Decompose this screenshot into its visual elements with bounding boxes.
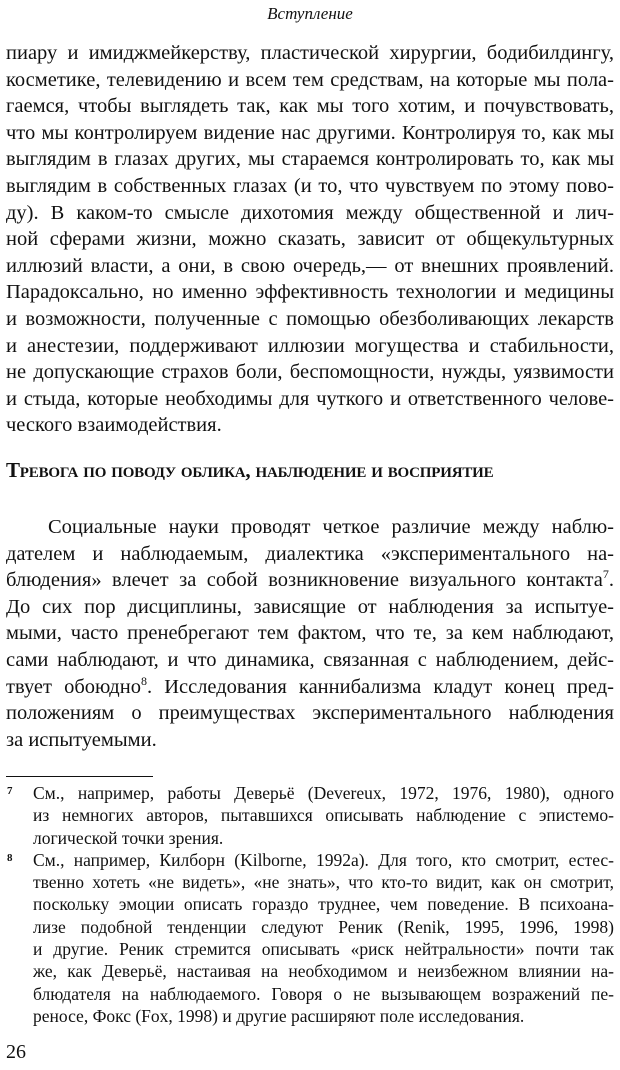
footnote-7	[6, 782, 614, 849]
text-line: и возможности, полученные с помощью обезболивающих лекарств	[6, 307, 614, 330]
footnote-line: См., например, Килборн (Kilborne, 1992a). Для того, кто смотрит, естес-	[33, 849, 614, 870]
footnote-line: лизе подобной тенденции следуют Реник (Renik, 1995, 1996, 1998)	[33, 916, 614, 937]
text-segment: .	[608, 569, 614, 592]
text-line: выглядим в глазах других, мы стараемся контролировать то, как мы	[6, 148, 614, 171]
text-line: ческого взаимодействия.	[6, 414, 222, 437]
section-heading: Тревога по поводу облика, наблюдение и восприятие	[6, 458, 494, 482]
text-line: не допускающие страхов боли, беспомощности, нужды, уязвимости	[6, 361, 614, 384]
text-line: сами наблюдают, и что динамика, связанная с наблюдением, дейс-	[6, 648, 614, 671]
text-line: положениям о преимуществах экспериментального наблюдения	[6, 702, 614, 725]
footnote-ref-7[interactable]: 7	[602, 567, 609, 582]
footnote-line: реносе, Фокс (Fox, 1998) и другие расширяют поле исследования.	[33, 1005, 525, 1026]
text-line: иллюзий власти, а они, в свою очередь,— от внешних проявлений.	[6, 254, 614, 277]
text-line: Социальные науки проводят четкое различие между наблю-	[48, 516, 614, 538]
text-line: косметике, телевидению и всем тем средствам, на которые мы пола-	[6, 68, 614, 91]
page-number: 26	[6, 1041, 26, 1063]
text-line-with-footnote-ref	[6, 674, 614, 701]
text-line: ной сферами жизни, можно сказать, зависит от общекультурных	[6, 228, 614, 251]
paragraph-1	[6, 40, 614, 439]
text-line: за испытуемыми.	[6, 728, 157, 751]
footnote-number: 8	[7, 851, 13, 864]
footnote-8	[6, 849, 614, 1027]
footnote-line: и другие. Реник стремится описывать «риск нейтральности» почти так	[33, 939, 614, 960]
footnote-line: же, как Деверьё, настаивая на необходимом и неизбежном влиянии на-	[33, 961, 614, 982]
text-line: ду). В каком-то смысле дихотомия между общественной и лич-	[6, 201, 614, 224]
text-line: и стыда, которые необходимы для чуткого и ответственного челове-	[6, 387, 614, 410]
footnote-number: 7	[7, 785, 13, 797]
text-line: мыми, часто пренебрегают тем фактом, что те, за кем наблюдают,	[6, 622, 614, 645]
paragraph-2	[6, 514, 614, 753]
footnotes	[6, 782, 614, 1027]
text-segment: твует обоюдно	[6, 675, 141, 698]
text-segment: . Исследования каннибализма кладут конец пред-	[146, 675, 614, 698]
footnote-divider	[6, 776, 153, 777]
text-segment: блюдения» влечет за собой возникновение визуального контакта	[6, 569, 603, 592]
text-line: что мы контролируем видение нас другими. Контролируя то, как мы	[6, 121, 614, 144]
footnote-line: логической точки зрения.	[33, 827, 224, 848]
running-head: Вступление	[267, 4, 353, 23]
footnote-line: См., например, работы Деверьё (Devereux, 1972, 1976, 1980), одного	[33, 783, 614, 803]
text-line-with-footnote-ref	[6, 567, 614, 594]
text-line: и анестезии, поддерживают иллюзии могущества и стабильности,	[6, 334, 614, 357]
footnote-line: из немногих авторов, пытавшихся описывать наблюдение с эпистемо-	[33, 805, 614, 826]
text-line: выглядим в собственных глазах (и то, что чувствуем по этому пово-	[6, 174, 614, 197]
text-line: Парадоксально, но именно эффективность технологии и медицины	[6, 281, 614, 304]
text-line: дателем и наблюдаемым, диалектика «экспериментального на-	[6, 542, 614, 565]
footnote-line: блюдателя на наблюдаемого. Говоря о не вызывающем возражений пе-	[33, 983, 614, 1004]
footnote-ref-8[interactable]: 8	[140, 673, 147, 688]
text-line: пиару и имиджмейкерству, пластической хирургии, бодибилдингу,	[6, 42, 614, 64]
footnote-line: поскольку эмоции описать гораздо труднее, чем поведение. В психоана-	[33, 894, 614, 915]
footnote-line: твенно хотеть «не видеть», «не знать», что кто-то видит, как он смотрит,	[33, 872, 614, 893]
text-line: До сих пор дисциплины, зависящие от наблюдения за испытуе-	[6, 595, 614, 618]
text-line: гаемся, чтобы выглядеть так, как мы того хотим, и почувствовать,	[6, 95, 614, 118]
